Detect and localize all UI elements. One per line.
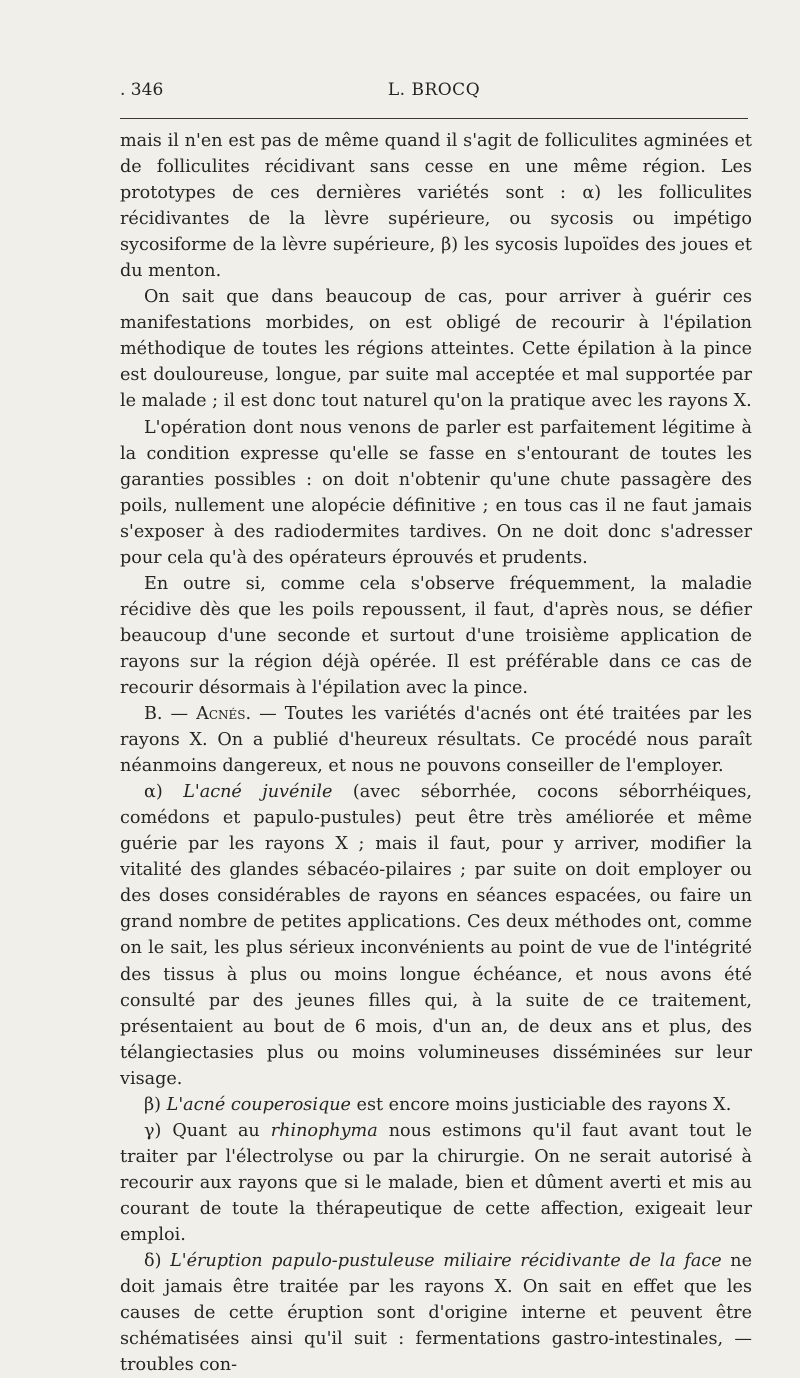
term-acne-juvenile: L'acné juvénile xyxy=(183,782,333,803)
term-rhinophyma: rhinophyma xyxy=(270,1120,378,1141)
paragraph-acnes: B. — Acnés. — Toutes les variétés d'acnés ont été traitées par les rayons X. On a publié d'heureux résultats. Ce procédé nous paraît néanmoins dangereux, et nous ne pouvons conseiller de l'employer. xyxy=(120,704,752,777)
page-header xyxy=(120,80,748,106)
paragraph-operation: L'opération dont nous venons de parler est parfaitement légitime à la condition expresse qu'elle se fasse en s'entourant de toutes les garanties possibles : on doit n'obtenir qu'une chute passagère des poils, nullement une alopécie définitive ; en tous cas il ne faut jamais s'exposer à des radiodermites tardives. On ne doit donc s'adresser pour cela qu'à des opérateurs éprouvés et prudents. xyxy=(120,417,752,568)
header-rule xyxy=(120,118,748,119)
term-eruption: L'éruption papulo-pustuleuse miliaire récidivante de la face xyxy=(170,1251,722,1272)
paragraph-eruption: δ) L'éruption papulo-pustuleuse miliaire récidivante de la face ne doit jamais être traitée par les rayons X. On sait en effet que les causes de cette éruption sont d'origine interne et peuvent être schématisées ainsi qu'il suit : fermentations gastro-intestinales, — troubles con- xyxy=(120,1251,752,1376)
paragraph-acne-juvenile: α) L'acné juvénile (avec séborrhée, cocons séborrhéiques, comédons et papulo-pustules) peut être très améliorée et même guérie par les rayons X ; mais il faut, pour y arriver, modifier la vitalité des glandes sébacéo-pilaires ; par suite on doit employer ou des doses considérables de rayons en séances espacées, ou faire un grand nombre de petites applications. Ces deux méthodes ont, comme on le sait, les plus sérieux inconvénients au point de vue de l'intégrité des tissus à plus ou moins longue échéance, et nous avons été consulté par des jeunes filles qui, à la suite de ce traitement, présentaient au bout de 6 mois, d'un an, de deux ans et plus, des télangiectasies plus ou moins volumineuses disséminées sur leur visage. xyxy=(120,782,752,1089)
paragraph-recidive: En outre si, comme cela s'observe fréquemment, la maladie récidive dès que les poils repoussent, il faut, d'après nous, se défier beaucoup d'une seconde et surtout d'une troisième application de rayons sur la région déjà opérée. Il est préférable dans ce cas de recourir désormais à l'épilation avec la pince. xyxy=(120,573,752,698)
term-acne-couperosique: L'acné couperosique xyxy=(166,1094,351,1115)
running-head: L. BROCQ xyxy=(387,80,481,100)
paragraph-epilation: On sait que dans beaucoup de cas, pour arriver à guérir ces manifestations morbides, on est obligé de recourir à l'épilation méthodique de toutes les régions atteintes. Cette épilation à la pince est douloureuse, longue, par suite mal acceptée et mal supportée par le malade ; il est donc tout naturel qu'on la pratique avec les rayons X. xyxy=(120,287,752,412)
section-heading-acnes: Acnés. xyxy=(196,704,252,725)
paragraph-rhinophyma: γ) Quant au rhinophyma nous estimons qu'il faut avant tout le traiter par l'électrolyse ou par la chirurgie. On ne serait autorisé à recourir aux rayons que si le malade, bien et dûment averti et mis au courant de toute la thérapeutique de cette affection, exigeait leur emploi. xyxy=(120,1120,753,1245)
page-number: . 346 xyxy=(120,80,164,100)
paragraph-acne-couperosique: β) L'acné couperosique est encore moins justiciable des rayons X. xyxy=(144,1094,732,1115)
body-text xyxy=(120,128,752,1378)
paragraph-continuation: mais il n'en est pas de même quand il s'agit de folliculites agminées et de folliculites récidivant sans cesse en une même région. Les prototypes de ces dernières variétés sont : α) les folliculites récidivantes de la lèvre supérieure, ou sycosis ou impétigo sycosiforme de la lèvre supérieure, β) les sycosis lupoïdes des joues et du menton. xyxy=(120,131,752,282)
